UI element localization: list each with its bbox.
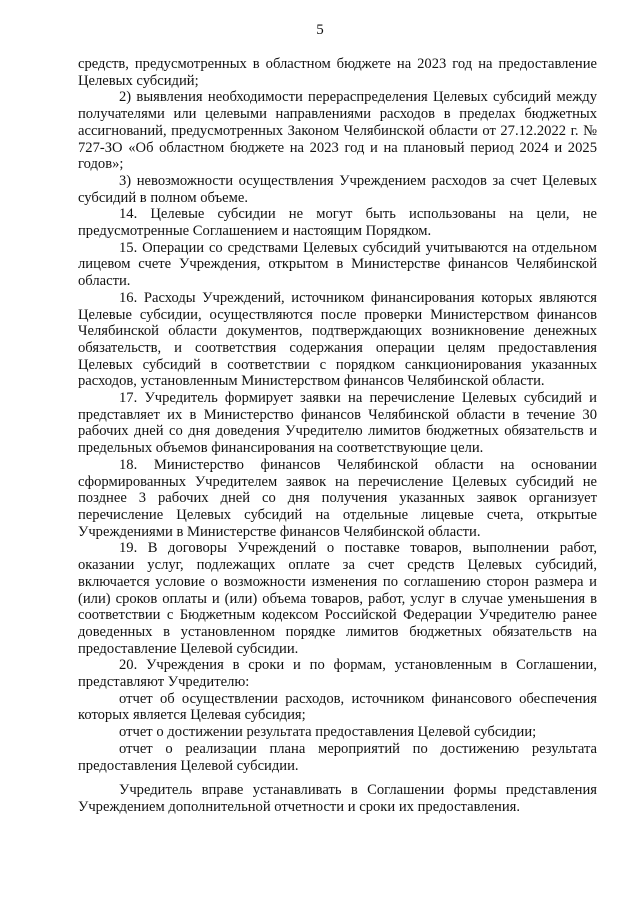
paragraph-18: 18. Министерство финансов Челябинской области на основании сформированных Учредителем заявок на перечисление Целевых субсидий не позднее 3 рабочих дней со дня получения указанных заявок организует перечисление Целевых субсидий на отдельные лицевые счета, открытые Учреждениями в Министерстве финансов Челябинской области. [78,456,597,540]
paragraph-report-result: отчет о достижении результата предоставления Целевой субсидии; [119,724,537,741]
page-number: 5 [316,22,324,38]
paragraph-additional-reporting: Учредитель вправе устанавливать в Соглашении формы представления Учреждением дополнительной отчетности и сроки их предоставления. [78,782,597,815]
paragraph-continuation: средств, предусмотренных в областном бюджете на 2023 год на предоставление Целевых субсидий; [78,56,597,89]
paragraph-item-3: 3) невозможности осуществления Учреждением расходов за счет Целевых субсидий в полном объеме. [78,172,597,206]
paragraph-report-expenses: отчет об осуществлении расходов, источником финансового обеспечения которых является Целевая субсидия; [78,690,597,724]
paragraph-14: 14. Целевые субсидии не могут быть использованы на цели, не предусмотренные Соглашением и настоящим Порядком. [78,206,597,240]
paragraph-item-2: 2) выявления необходимости перераспределения Целевых субсидий между получателями или целевыми направлениями расходов в пределах бюджетных ассигнований, предусмотренных Законом Челябинской области от 27.12.2022 г. № 727-ЗО «Об областном бюджете на 2023 год и на плановый период 2024 и 2025 годов»; [78,89,597,173]
paragraph-report-plan: отчет о реализации плана мероприятий по достижению результата предоставления Целевой субсидии. [78,740,597,774]
paragraph-20: 20. Учреждения в сроки и по формам, установленным в Соглашении, представляют Учредителю: [78,657,597,691]
paragraph-15: 15. Операции со средствами Целевых субсидий учитываются на отдельном лицевом счете Учреждения, открытом в Министерстве финансов Челябинской области. [78,239,597,290]
paragraph-19: 19. В договоры Учреждений о поставке товаров, выполнении работ, оказании услуг, подлежащих оплате за счет средств Целевых субсидий, включается условие о возможности изменения по соглашению сторон размера и (или) сроков оплаты и (или) объема товаров, работ, услуг в случае уменьшения в соответствии с Бюджетным кодексом Российской Федерации Учредителю ранее доведенных в установленном порядке лимитов бюджетных обязательств на предоставление Целевой субсидии. [78,540,597,657]
paragraph-16: 16. Расходы Учреждений, источником финансирования которых являются Целевые субсидии, осуществляются после проверки Министерством финансов Челябинской области документов, подтверждающих возникновение денежных обязательств, и соответствия содержания операции целям предоставления Целевых субсидий в соответствии с порядком санкционирования указанных расходов, установленным Министерством финансов Челябинской области. [78,289,597,390]
document-body [78,56,597,816]
paragraph-17: 17. Учредитель формирует заявки на перечисление Целевых субсидий и представляет их в Министерство финансов Челябинской области в течение 30 рабочих дней со дня доведения Учредителю лимитов бюджетных обязательств и предельных объемов финансирования на соответствующие цели. [78,390,597,457]
